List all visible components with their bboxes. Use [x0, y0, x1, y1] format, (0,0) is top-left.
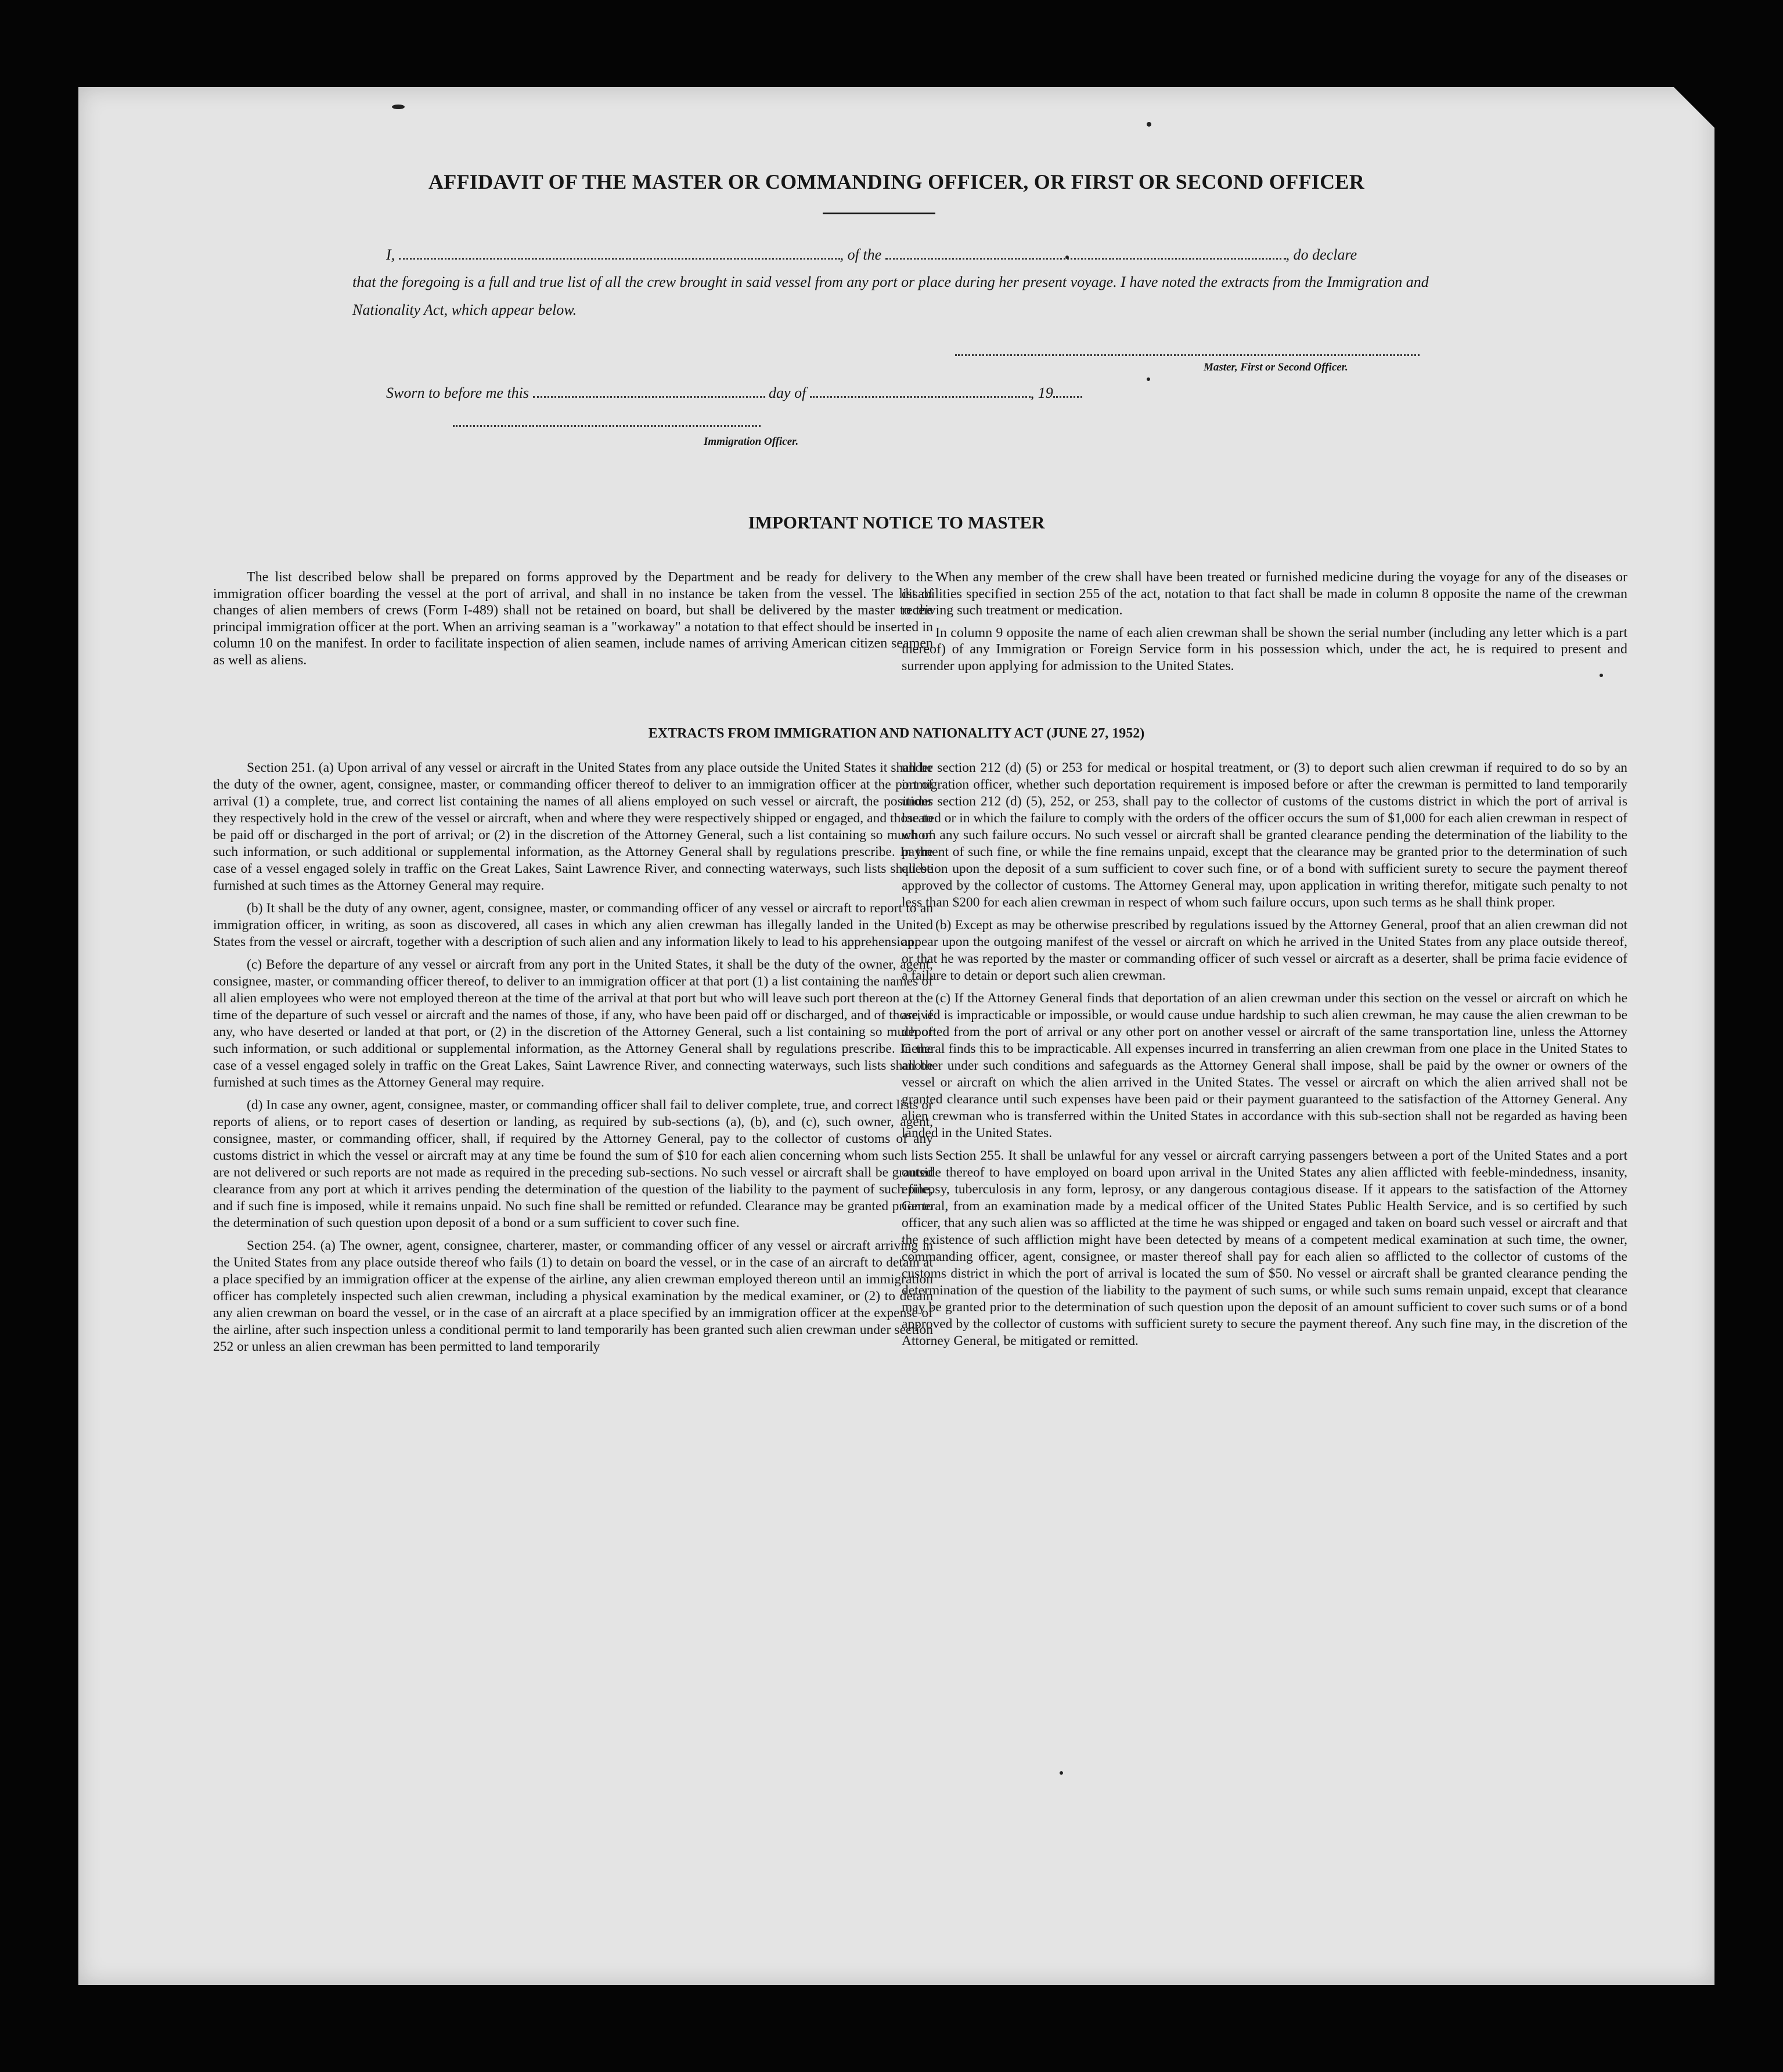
sworn-day-field[interactable]: [533, 383, 765, 398]
year-label: , 19: [1030, 384, 1053, 401]
sworn-line: [386, 383, 1257, 401]
sworn-year-field[interactable]: [1053, 383, 1082, 398]
notice-right-column: [902, 569, 1627, 681]
notice-right-para-2: In column 9 opposite the name of each alien crewman shall be shown the serial number (including any letter which is a part thereof) of any Immigration or Foreign Service form in his possession which, under the act, he is required to present and surrender upon applying for admission to the United States.: [902, 625, 1627, 674]
notice-left-text: The list described below shall be prepared on forms approved by the Department and be ready for delivery to the immigration officer boarding the vessel at the port of arrival, and shall in no instance be taken from the vessel. The list of changes of alien members of crews (Form I-489) shall not be retained on board, but shall be delivered by the master to the principal immigration officer at the port. When an arriving seaman is a "workaway" a notation to that effect should be inserted in column 10 on the manifest. In order to facilitate inspection of alien seamen, include names of arriving American citizen seamen as well as aliens.: [213, 570, 933, 668]
notice-left-column: [213, 569, 933, 675]
document-page: [78, 87, 1714, 1985]
section-251-c: (c) Before the departure of any vessel or aircraft from any port in the United States, it shall be the duty of the owner, agent, consignee, master, or commanding officer thereof, to deliver to an immigration officer at that port (1) a list containing the names of all alien employees who were not employed thereon at the time of the arrival at that port but who will leave such port thereon at the time of the departure of such vessel or aircraft and the names of those, if any, who have been paid off or discharged, and of those, if any, who have deserted or landed at that port, or (2) in the discretion of the Attorney General, such a list containing so much of such information, or such additional or supplemental information, as the Attorney General shall by regulations prescribe. In the case of a vessel engaged solely in traffic on the Great Lakes, Saint Lawrence River, and connecting waterways, such lists shall be furnished at such times as the Attorney General may require.: [213, 957, 933, 1090]
master-signature-label: Master, First or Second Officer.: [1204, 361, 1348, 373]
declaration-text: that the foregoing is a full and true list of all the crew brought in said vessel from any port or place during her present voyage. I have noted the extracts from the Immigration and Nationality Act, which appear below.: [352, 274, 1429, 318]
section-254-c: (c) If the Attorney General finds that deportation of an alien crewman under this section on the vessel or aircraft on which he arrived is impracticable or impossible, or would cause undue hardship to such alien crewman, he may cause the alien crewman to be deported from the port of arrival or any other port on another vessel or aircraft of the same transportation line, unless the Attorney General finds this to be impracticable. All expenses incurred in transferring an alien crewman from one place in the United States to another under such conditions and safeguards as the Attorney General shall impose, shall be paid by the owner or owners of the vessel or aircraft on which the alien arrived in the United States. The vessel or aircraft on which the alien arrived shall not be granted clearance until such expenses have been paid or their payment guaranteed to the satisfaction of the Attorney General. Any alien crewman who is transferred within the United States in accordance with this sub-section shall not be regarded as having been landed in the United States.: [902, 991, 1627, 1141]
of-the-label: , of the: [840, 246, 882, 263]
declarant-name-field[interactable]: [399, 245, 840, 260]
do-declare-label: , do declare: [1285, 246, 1357, 263]
notice-title: IMPORTANT NOTICE TO MASTER: [748, 512, 1045, 533]
extracts-left-column: [213, 760, 933, 1361]
officer-signature-line[interactable]: [453, 425, 761, 427]
section-255: Section 255. It shall be unlawful for any vessel or aircraft carrying passengers between a port of the United States and a port outside thereof to have employed on board upon arrival in the United States any alien afflicted with feeble-mindedness, insanity, epilepsy, tuberculosis in any form, leprosy, or any dangerous contagious disease. If it appears to the satisfaction of the Attorney General, from an examination made by a medical officer of the United States Public Health Service, and is so certified by such officer, that any such alien was so afflicted at the time he was shipped or engaged and taken on board such vessel or aircraft and that the existence of such affliction might have been detected by means of a competent medical examination at such time, the owner, commanding officer, agent, consignee, or master thereof shall pay for each alien so afflicted to the collector of customs of the customs district in which the port of arrival is located the sum of $50. No vessel or aircraft shall be granted clearance pending the determination of the question of the liability to the payment of such sums, or while such sums remain unpaid, except that clearance may be granted prior to the determination of such question upon the deposit of an amount sufficient to cover such sums or of a bond approved by the collector of customs with sufficient surety to secure the payment thereof. Any such fine may, in the discretion of the Attorney General, be mitigated or remitted.: [902, 1148, 1627, 1348]
section-254-b: (b) Except as may be otherwise prescribed by regulations issued by the Attorney General, proof that an alien crewman did not appear upon the outgoing manifest of the vessel or aircraft on which he arrived in the United States from any place outside thereof, or that he was reported by the master or commanding officer of such vessel or aircraft as a deserter, shall be prima facie evidence of a failure to detain or deport such alien crewman.: [902, 918, 1627, 983]
section-254-a: Section 254. (a) The owner, agent, consignee, charterer, master, or commanding officer of any vessel or aircraft arriving in the United States from any place outside thereof who fails (1) to detain on board the vessel, or in the case of an aircraft to detain at a place specified by an immigration officer at the expense of the airline, any alien crewman employed thereon until an immigration officer has completely inspected such alien crewman, including a physical examination by the medical examiner, or (2) to detain any alien crewman on board the vessel, or in the case of an aircraft at a place specified by an immigration officer at the expense of the airline, after such inspection unless a conditional permit to land temporarily has been granted such alien crewman under section 252 or unless an alien crewman has been permitted to land temporarily: [213, 1238, 933, 1354]
master-signature-line[interactable]: [955, 354, 1420, 356]
extracts-title: EXTRACTS FROM IMMIGRATION AND NATIONALITY ACT (JUNE 27, 1952): [648, 726, 1145, 741]
folded-corner: [1674, 87, 1714, 128]
section-251-b: (b) It shall be the duty of any owner, agent, consignee, master, or commanding officer of any vessel or aircraft to report to an immigration officer, in writing, as soon as discovered, all cases in which any alien crewman has illegally landed in the United States from the vessel or aircraft, together with a description of such alien and any information likely to lead to his apprehension.: [213, 901, 933, 949]
section-251-d: (d) In case any owner, agent, consignee, master, or commanding officer shall fail to deliver complete, true, and correct lists or reports of aliens, or to report cases of desertion or landing, as required by sub-sections (a), (b), and (c), such owner, agent, consignee, master, or commanding officer, shall, if required by the Attorney General, pay to the collector of customs of any customs district in which the vessel or aircraft may at any time be found the sum of $10 for each alien concerning whom such lists are not delivered or such reports are not made as required in the preceding sub-sections. No such vessel or aircraft shall be granted clearance from any port at which it arrives pending the determination of the question of the liability to the payment of such fine, and if such fine is imposed, while it remains unpaid. No such fine shall be remitted or refunded. Clearance may be granted prior to the determination of such question upon deposit of a bond or a sum sufficient to cover such fine.: [213, 1098, 933, 1231]
extracts-right-column: [902, 760, 1627, 1355]
vessel-name-field[interactable]: [885, 245, 1286, 260]
i-label: I,: [386, 246, 395, 263]
title-underline: [823, 213, 935, 214]
sworn-month-field[interactable]: [810, 383, 1031, 398]
sworn-label: Sworn to before me this: [386, 384, 530, 401]
day-of-label: day of: [769, 384, 806, 401]
officer-signature-label: Immigration Officer.: [704, 436, 799, 448]
section-251-a: Section 251. (a) Upon arrival of any vessel or aircraft in the United States from any place outside the United States it shall be the duty of the owner, agent, consignee, master, or commanding officer thereof to deliver to an immigration officer at the port of arrival (1) a complete, true, and correct list containing the names of all aliens employed on such vessel or aircraft, the positions they respectively hold in the crew of the vessel or aircraft, when and where they were respectively shipped or engaged, and those to be paid off or discharged in the port of arrival; or (2) in the discretion of the Attorney General, such a list containing so much of such information, or such additional or supplemental information, as the Attorney General shall by regulations prescribe. In the case of a vessel engaged solely in traffic on the Great Lakes, Saint Lawrence River, and connecting waterways, such lists shall be furnished at such times as the Attorney General may require.: [213, 760, 933, 893]
affidavit-title: AFFIDAVIT OF THE MASTER OR COMMANDING OFFICER, OR FIRST OR SECOND OFFICER: [428, 170, 1365, 193]
notice-right-para-1: When any member of the crew shall have been treated or furnished medicine during the voyage for any of the diseases or disabilities specified in section 255 of the act, notation to that fact shall be made in column 8 opposite the name of the crewman receiving such treatment or medication.: [902, 570, 1627, 618]
declaration-line: [386, 245, 1478, 262]
section-254-a-continued: under section 212 (d) (5) or 253 for medical or hospital treatment, or (3) to deport such alien crewman if required to do so by an immigration officer, whether such deportation requirement is imposed before or after the crewman is permitted to land temporarily under section 212 (d) (5), 252, or 253, shall pay to the collector of customs of the customs district in which the port of arrival is located or in which the failure to comply with the orders of the officer occurs the sum of $1,000 for each alien crewman in respect of whom any such failure occurs. No such vessel or aircraft shall be granted clearance pending the determination of the liability to the payment of such fine, or while the fine remains unpaid, except that the clearance may be granted prior to the determination of such question upon the deposit of a sum sufficient to cover such fine, or of a bond with sufficient surety to secure the payment thereof approved by the collector of customs. The Attorney General may, upon application in writing therefor, mitigate such penalty to not less than $200 for each alien crewman in respect of whom such failure occurs, upon such terms as he shall think proper.: [902, 760, 1627, 910]
